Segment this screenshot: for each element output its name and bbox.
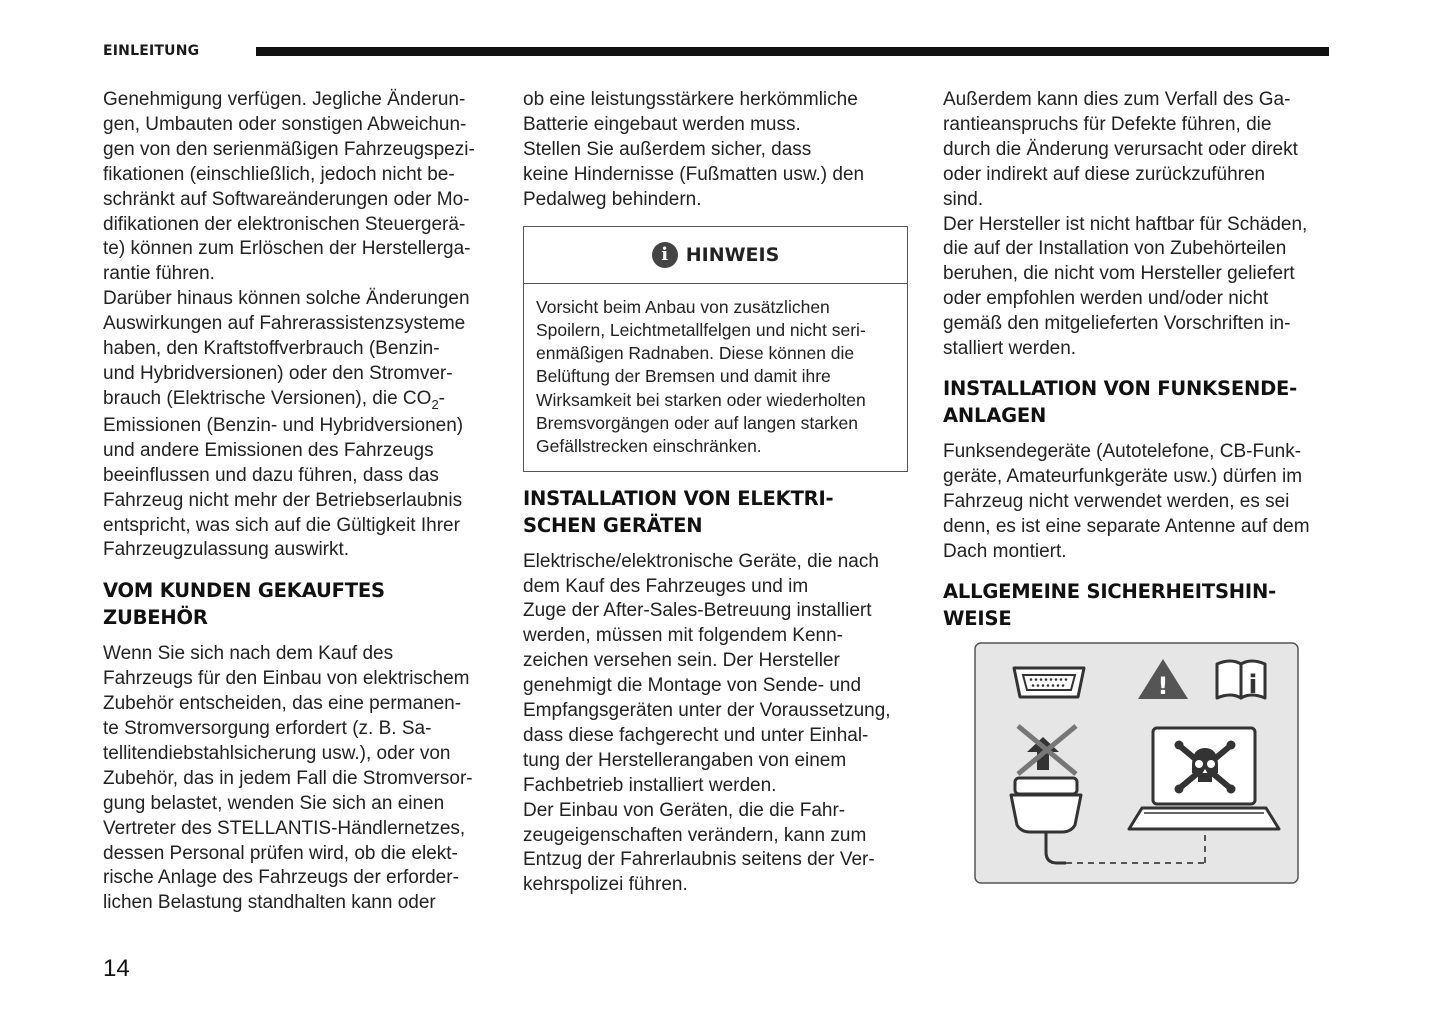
text-line: gen von den serienmäßigen Fahrzeugspezi- bbox=[103, 138, 475, 160]
text-line: Auswirkungen auf Fahrerassistenzsysteme bbox=[103, 313, 466, 335]
manual-info-mark: i bbox=[1248, 670, 1258, 700]
text-line: gen, Umbauten oder sonstigen Abweichun- bbox=[103, 113, 467, 135]
text-line: dessen Personal prüfen wird, ob die elekt- bbox=[103, 842, 458, 864]
column-2 bbox=[523, 88, 908, 898]
info-icon: i bbox=[652, 242, 678, 268]
text-line: te Stromversorgung erfordert (z. B. Sa- bbox=[103, 718, 432, 740]
text-line: denn, es ist eine separate Antenne auf dem bbox=[943, 515, 1310, 537]
note-title: HINWEIS bbox=[685, 243, 780, 266]
text-line: entspricht, was sich auf die Gültigkeit Ihrer bbox=[103, 514, 460, 536]
note-line: enmäßigen Radnaben. Diese können die bbox=[536, 343, 855, 364]
warning-mark: ! bbox=[1157, 672, 1169, 700]
text-line: tung der Herstellerangaben von einem bbox=[523, 749, 847, 771]
note-line: Spoilern, Leichtmetallfelgen und nicht seri- bbox=[536, 319, 866, 340]
col1-para1 bbox=[103, 88, 488, 287]
obd-port-icon bbox=[1014, 668, 1084, 697]
col3-para1 bbox=[943, 88, 1328, 362]
text-line: Pedalweg behindern. bbox=[523, 188, 702, 210]
text-line: genehmigt die Montage von Sende- und bbox=[523, 675, 862, 697]
text-line-co2 bbox=[103, 387, 488, 414]
text-line: Zubehör entscheiden, das eine permanen- bbox=[103, 693, 462, 715]
text-line: ob eine leistungsstärkere herkömmliche bbox=[523, 89, 858, 110]
text-line: Funksendegeräte (Autotelefone, CB-Funk- bbox=[943, 440, 1302, 462]
text-line: und andere Emissionen des Fahrzeugs bbox=[103, 439, 434, 461]
col2-para2 bbox=[523, 550, 908, 899]
co2-subscript: 2 bbox=[431, 396, 439, 412]
text-line: geräte, Amateurfunkgeräte usw.) dürfen im bbox=[943, 465, 1303, 487]
text-line: stalliert werden. bbox=[943, 338, 1077, 360]
text-line: durch die Änderung verursacht oder direkt bbox=[943, 138, 1298, 160]
heading-line: WEISE bbox=[943, 606, 1012, 630]
heading-line: INSTALLATION VON ELEKTRI- bbox=[523, 486, 834, 510]
text-line: Genehmigung verfügen. Jegliche Änderun- bbox=[103, 89, 466, 110]
heading-line: VOM KUNDEN GEKAUFTES bbox=[103, 579, 385, 603]
text-line: Der Einbau von Geräten, die die Fahr- bbox=[523, 799, 846, 821]
text-line: Stellen Sie außerdem sicher, dass bbox=[523, 138, 812, 160]
text-line: te) können zum Erlöschen der Herstellerga- bbox=[103, 238, 471, 260]
col1-para2 bbox=[103, 287, 488, 563]
note-line: Bremsvorgängen oder auf langen starken bbox=[536, 413, 859, 434]
col1-para3 bbox=[103, 642, 488, 916]
text-line: Wenn Sie sich nach dem Kauf des bbox=[103, 643, 394, 665]
co2-hyphen: - bbox=[438, 387, 445, 409]
note-line: Gefällstrecken einschränken. bbox=[536, 436, 762, 457]
text-line: Außerdem kann dies zum Verfall des Ga- bbox=[943, 89, 1291, 110]
text-line: Dach montiert. bbox=[943, 540, 1067, 562]
text-line: lichen Belastung standhalten kann oder bbox=[103, 892, 436, 914]
text-line: Fahrzeug nicht mehr der Betriebserlaubnis bbox=[103, 489, 463, 511]
text-line: Entzug der Fahrerlaubnis seitens der Ver- bbox=[523, 849, 875, 871]
text-line: Fahrzeug nicht verwendet werden, es sei bbox=[943, 490, 1290, 512]
co2-text: brauch (Elektrische Versionen), die CO bbox=[103, 387, 432, 409]
text-line: schränkt auf Softwareänderungen oder Mo- bbox=[103, 188, 470, 210]
text-line: Elektrische/elektronische Geräte, die nach bbox=[523, 550, 879, 572]
text-line: Fachbetrieb installiert werden. bbox=[523, 774, 777, 796]
section-heading-funksendeanlagen bbox=[943, 375, 1328, 429]
section-heading-sicherheitshinweise bbox=[943, 578, 1328, 632]
text-line: gemäß den mitgelieferten Vorschriften in- bbox=[943, 313, 1291, 335]
note-header bbox=[524, 227, 907, 284]
note-line: Belüftung der Bremsen und damit ihre bbox=[536, 366, 831, 387]
heading-line: ANLAGEN bbox=[943, 403, 1047, 427]
page-number: 14 bbox=[103, 955, 130, 982]
text-line: Batterie eingebaut werden muss. bbox=[523, 113, 801, 135]
text-line: werden, müssen mit folgendem Kenn- bbox=[523, 625, 843, 647]
note-body bbox=[524, 284, 907, 471]
text-line: Emissionen (Benzin- und Hybridversionen) bbox=[103, 414, 464, 436]
text-line: und Hybridversionen) oder den Stromver- bbox=[103, 362, 453, 384]
text-line: tellitendiebstahlsicherung usw.), oder von bbox=[103, 742, 451, 764]
heading-line: ZUBEHÖR bbox=[103, 606, 208, 630]
text-line: Empfangsgeräten unter der Voraussetzung, bbox=[523, 700, 891, 722]
section-heading-elektrische-geraete bbox=[523, 485, 908, 539]
text-line: Der Hersteller ist nicht haftbar für Schäden, bbox=[943, 213, 1308, 235]
text-line: die auf der Installation von Zubehörteilen bbox=[943, 238, 1287, 260]
text-line: keine Hindernisse (Fußmatten usw.) den bbox=[523, 163, 865, 185]
text-line: rantie führen. bbox=[103, 263, 215, 285]
text-line: beruhen, die nicht vom Hersteller geliefert bbox=[943, 263, 1295, 285]
text-line: difikationen der elektronischen Steuergerä- bbox=[103, 213, 466, 235]
text-line: beeinflussen und dazu führen, dass das bbox=[103, 464, 439, 486]
text-line: oder empfohlen werden und/oder nicht bbox=[943, 288, 1269, 310]
header-rule bbox=[256, 47, 1329, 56]
laptop-skull-icon bbox=[1129, 728, 1279, 829]
manual-info-icon bbox=[1217, 661, 1265, 700]
col2-para1 bbox=[523, 88, 908, 213]
heading-line: SCHEN GERÄTEN bbox=[523, 513, 703, 537]
note-line: Vorsicht beim Anbau von zusätzlichen bbox=[536, 296, 830, 317]
hinweis-note-box bbox=[523, 226, 908, 472]
column-3 bbox=[943, 88, 1328, 632]
text-line: Darüber hinaus können solche Änderungen bbox=[103, 288, 470, 310]
text-line: dass diese fachgerecht und unter Einhal- bbox=[523, 724, 869, 746]
text-line: Fahrzeugzulassung auswirkt. bbox=[103, 539, 350, 561]
text-line: Zuge der After-Sales-Betreuung installiert bbox=[523, 600, 872, 622]
section-heading-zubehoer bbox=[103, 577, 488, 631]
column-1 bbox=[103, 88, 488, 916]
text-line: sind. bbox=[943, 188, 984, 210]
col3-para2 bbox=[943, 440, 1328, 565]
text-line: Zubehör, das in jedem Fall die Stromversor- bbox=[103, 767, 473, 789]
safety-illustration bbox=[974, 642, 1299, 884]
text-line: oder indirekt auf diese zurückzuführen bbox=[943, 163, 1266, 185]
heading-line: ALLGEMEINE SICHERHEITSHIN- bbox=[943, 579, 1276, 603]
text-line: gung belastet, wenden Sie sich an einen bbox=[103, 792, 445, 814]
text-line: Fahrzeugs für den Einbau von elektrischem bbox=[103, 668, 470, 690]
text-line: fikationen (einschließlich, jedoch nicht be- bbox=[103, 163, 455, 185]
heading-line: INSTALLATION VON FUNKSENDE- bbox=[943, 376, 1298, 400]
text-line: zeugeigenschaften verändern, kann zum bbox=[523, 824, 867, 846]
text-line: kehrspolizei führen. bbox=[523, 874, 688, 896]
text-line: rische Anlage des Fahrzeugs der erforder- bbox=[103, 867, 459, 889]
note-line: Wirksamkeit bei starken oder wiederholten bbox=[536, 389, 866, 410]
text-line: haben, den Kraftstoffverbrauch (Benzin- bbox=[103, 338, 440, 360]
text-line: zeichen versehen sein. Der Hersteller bbox=[523, 650, 840, 672]
section-header: EINLEITUNG bbox=[103, 43, 200, 59]
text-line: Vertreter des STELLANTIS-Händlernetzes, bbox=[103, 817, 466, 839]
text-line: dem Kauf des Fahrzeuges und im bbox=[523, 575, 809, 597]
text-line: rantieanspruchs für Defekte führen, die bbox=[943, 113, 1272, 135]
